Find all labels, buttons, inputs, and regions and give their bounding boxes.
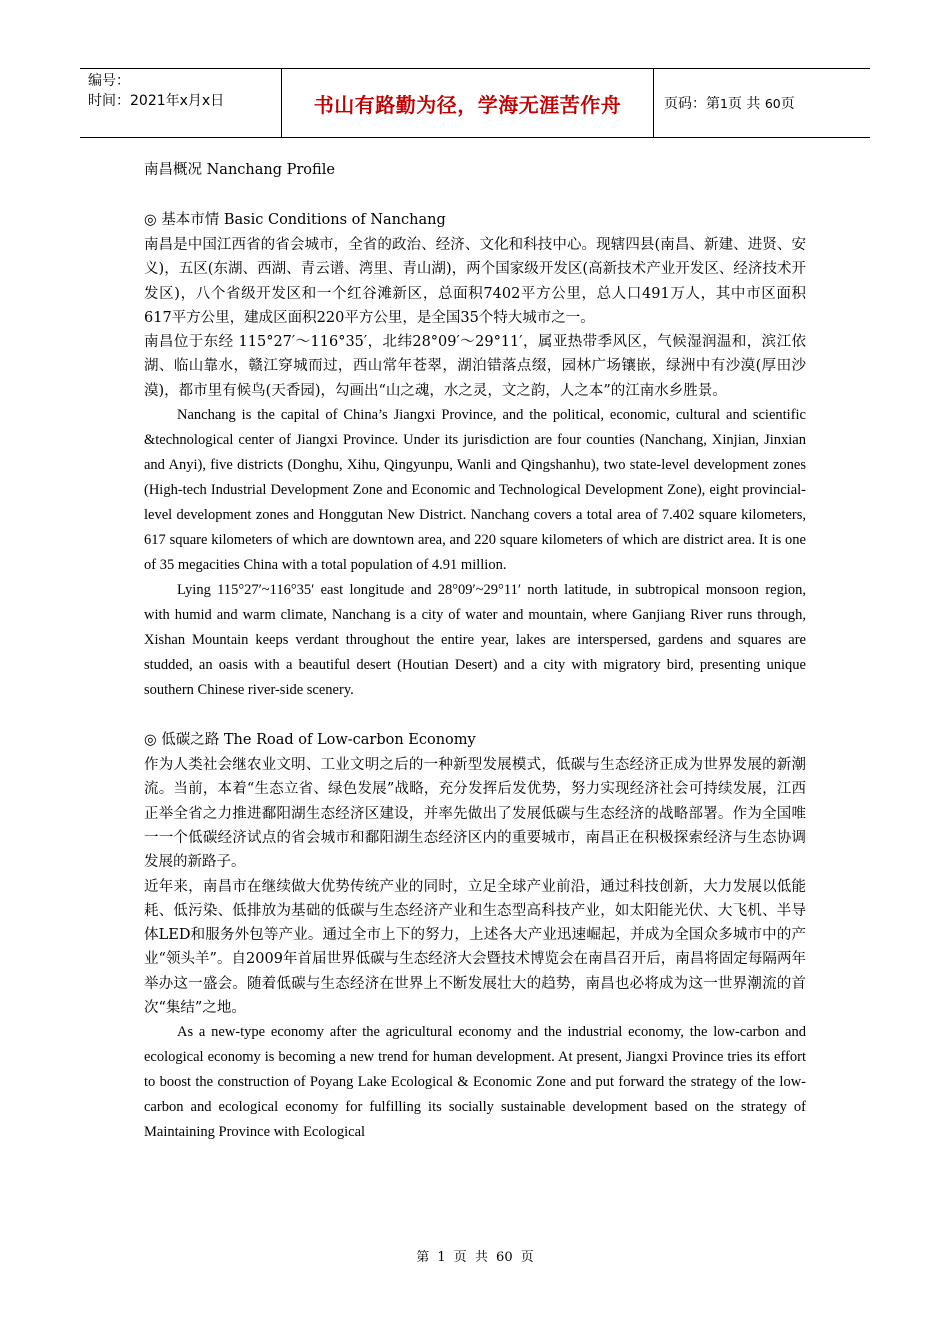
paragraph-en: As a new-type economy after the agricultural economy and the industrial economy, the low-carbon and ecological economy is becoming a new trend for human development. At present, Jiangxi Province tries its effort to boost the construction of Poyang Lake Ecological & Economic Zone and put forward the strategy of the low-carbon and ecological economy for fulfilling its socially sustainable development based on the strategy of Maintaining Province with Ecological <box>144 1024 806 1141</box>
page-footer: 第 1 页 共 60 页 <box>416 1250 534 1265</box>
header-meta <box>80 69 282 137</box>
paragraph-cn: 作为人类社会继农业文明、工业文明之后的一种新型发展模式，低碳与生态经济正成为世界发展的新潮流。当前，本着“生态立省、绿色发展”战略，充分发挥后发优势，努力实现经济社会可持续发展，江西正举全省之力推进鄱阳湖生态经济区建设，并率先做出了发展低碳与生态经济的战略部署。作为全国唯一一个低碳经济试点的省会城市和鄱阳湖生态经济区内的重要城市，南昌正在积极探索经济与生态协调发展的新路子。 <box>144 757 806 871</box>
section-heading-lowcarbon: ◎ 低碳之路 The Road of Low-carbon Economy <box>144 732 476 749</box>
header-page-info <box>654 69 870 137</box>
paragraph-cn: 南昌是中国江西省的省会城市，全省的政治、经济、文化和科技中心。现辖四县(南昌、新建、进贤、安义)，五区(东湖、西湖、青云谱、湾里、青山湖)，两个国家级开发区(高新技术产业开发区、经济技术开发区)，八个省级开发区和一个红谷滩新区，总面积7402平方公里，总人口491万人，其中市区面积617平方公里，建成区面积220平方公里，是全国35个特大城市之一。 <box>144 237 806 326</box>
spacer <box>144 703 806 728</box>
page-label: 页码：第 <box>664 96 720 112</box>
page-mid: 页 共 <box>727 96 761 112</box>
page-current: 1 <box>720 95 728 111</box>
number-label: 编号： <box>88 73 130 89</box>
paragraph-cn: 南昌位于东经 115°27′～116°35′，北纬28°09′～29°11′，属亚热带季风区，气候湿润温和，滨江依湖、临山靠水，赣江穿城而过，西山常年苍翠，湖泊错落点缀，园林广场镶嵌，绿洲中有沙漠(厚田沙漠)，都市里有候鸟(天香园)，勾画出“山之魂，水之灵，文之韵，人之本”的江南水乡胜景。 <box>144 334 806 399</box>
time-label: 时间：2021年x月x日 <box>88 93 225 109</box>
page-total: 60 <box>764 95 781 111</box>
document-title: 南昌概况 Nanchang Profile <box>144 162 335 178</box>
paragraph-en: Lying 115°27′~116°35′ east longitude and 28°09′~29°11′ north latitude, in subtropical monsoon region, with humid and warm climate, Nanchang is a city of water and mountain, where Ganjiang River runs through, Xishan Mountain keeps verdant throughout the entire year, lakes are interspersed, gardens and squares are studded, an oasis with a beautiful desert (Houtian Desert) and a city with migratory bird, presenting unique southern Chinese river-side scenery. <box>144 582 806 699</box>
paragraph-cn: 近年来，南昌市在继续做大优势传统产业的同时，立足全球产业前沿，通过科技创新，大力发展以低能耗、低污染、低排放为基础的低碳与生态经济产业和生态型高科技产业，如太阳能光伏、大飞机、半导体LED和服务外包等产业。通过全市上下的努力，上述各大产业迅速崛起，并成为全国众多城市中的产业“领头羊”。自2009年首届世界低碳与生态经济大会暨技术博览会在南昌召开后，南昌将固定每隔两年举办这一盛会。随着低碳与生态经济在世界上不断发展壮大的趋势，南昌也必将成为这一世界潮流的首次“集结”之地。 <box>144 878 806 1017</box>
paragraph-en: Nanchang is the capital of China’s Jiangxi Province, and the political, economic, cultural and scientific &technological center of Jiangxi Province. Under its jurisdiction are four counties (Nanchang, Xinjian, Jinxian and Anyi), five districts (Donghu, Xihu, Qingyunpu, Wanli and Qingshanhu), two state-level development zones (High-tech Industrial Development Zone and Economic and Technological Development Zone), eight provincial-level development zones and Honggutan New District. Nanchang covers a total area of 7.402 square kilometers, 617 square kilometers of which are downtown area, and 220 square kilometers of which are district area. It is one of 35 megacities China with a total population of 4.91 million. <box>144 407 806 574</box>
motto-text: 书山有路勤为径，学海无涯苦作舟 <box>313 92 622 117</box>
page-end: 页 <box>780 96 795 112</box>
spacer <box>144 183 806 208</box>
header-motto-cell <box>282 69 654 137</box>
page-header <box>80 68 870 138</box>
section-heading-basic: ◎ 基本市情 Basic Conditions of Nanchang <box>144 212 446 228</box>
document-body <box>144 158 806 1145</box>
